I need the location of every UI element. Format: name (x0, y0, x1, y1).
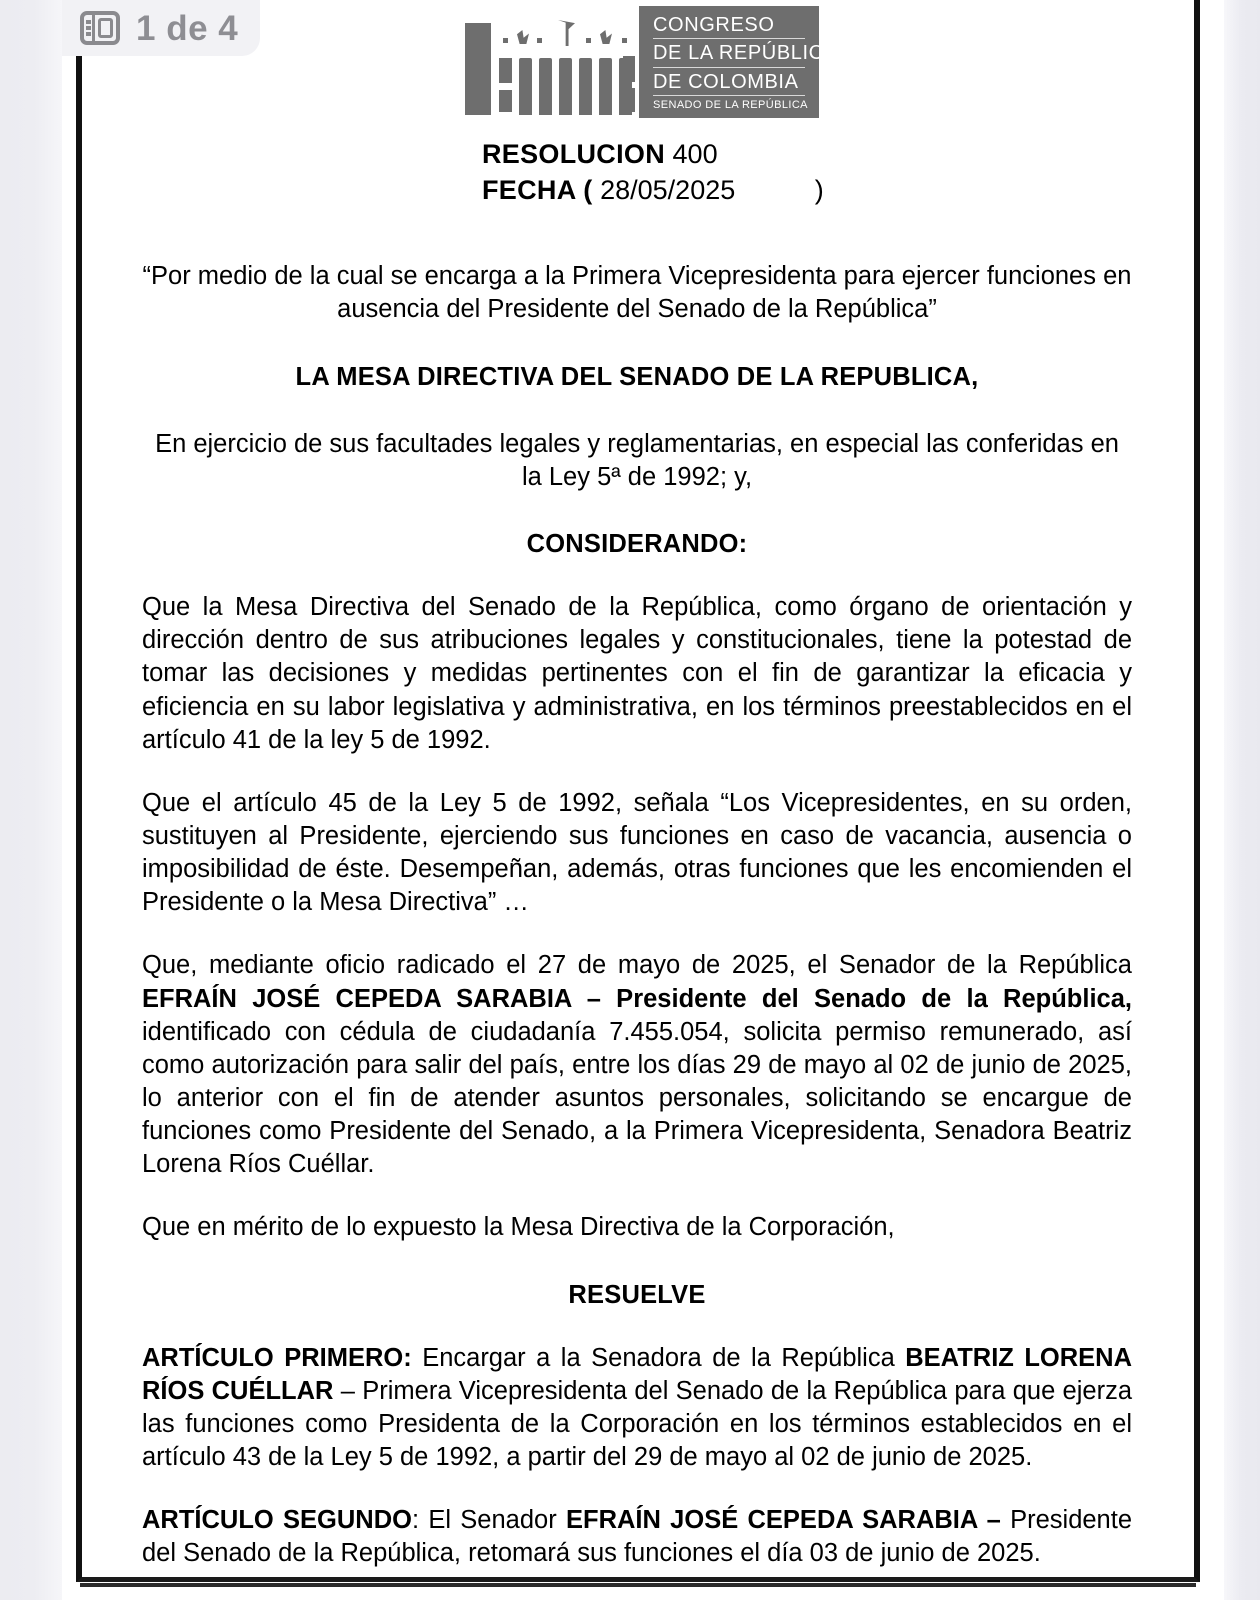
logo-block-c (623, 56, 635, 82)
articulo-primero-text-2: – Primera Vicepresidenta del Senado de la República para que ejerza las funciones como Presidenta de la Corporación en los términos establecidos en el artículo 43 de la Ley 5 de 1992, a partir del 29 de mayo al 02 de junio de 2025. (142, 1376, 1133, 1472)
articulo-primero (142, 1342, 1132, 1475)
logo-frieze-icon (503, 20, 633, 50)
p3-president-name: EFRAÍN JOSÉ CEPEDA SARABIA – Presidente del Senado de la República, (142, 984, 1132, 1013)
resolution-date-row (482, 172, 1194, 208)
p3-text-before: Que, mediante oficio radicado el 27 de mayo de 2025, el Senador de la República (142, 951, 1132, 980)
logo-wordmark (639, 6, 838, 118)
considerando-paragraph-2: Que el artículo 45 de la Ley 5 de 1992, señala “Los Vicepresidentes, en su orden, sustituyen al Presidente, ejerciendo sus funciones en caso de vacancia, ausencia o imposibilidad de éste. Desempeñan, además, otras funciones que les encomienden el Presidente o la Mesa Directiva” … (142, 788, 1132, 917)
logo-line-republica: DE LA REPÚBLICA (653, 42, 805, 67)
considerando-paragraph-3 (142, 949, 1132, 1181)
resuelve-heading: RESUELVE (568, 1280, 706, 1309)
logo-line-colombia: DE COLOMBIA (653, 71, 805, 96)
date-close-paren: ) (814, 175, 824, 206)
thumbnails-pane-icon[interactable] (80, 11, 120, 45)
resolution-body (82, 260, 1194, 1570)
articulo-segundo-label: ARTÍCULO SEGUNDO (142, 1506, 412, 1535)
considerando-heading: CONSIDERANDO: (526, 530, 748, 559)
articulo-segundo-text-1: : El Senador (411, 1506, 566, 1535)
page-indicator-label: 1 de 4 (136, 8, 239, 48)
legal-basis-paragraph: En ejercicio de sus facultades legales y reglamentarias, en especial las conferidas en la Ley 5ª de 1992; y, (155, 429, 1119, 491)
viewer-background-right (1224, 0, 1260, 1600)
resolution-number: 400 (672, 139, 718, 169)
page-indicator[interactable] (62, 0, 260, 56)
logo-block-d (623, 88, 635, 112)
articulo-segundo-name: EFRAÍN JOSÉ CEPEDA SARABIA – (565, 1506, 1001, 1535)
considerando-paragraph-4: Que en mérito de lo expuesto la Mesa Directiva de la Corporación, (142, 1213, 895, 1242)
capitol-building-icon (457, 6, 639, 118)
p3-text-after: identificado con cédula de ciudadanía 7.455.054, solicita permiso remunerado, así como autorización para salir del país, entre los días 29 de mayo al 02 de junio de 2025, lo anterior con el fin de atender asuntos personales, solicitando se encargue de funciones como Presidente del Senado, a la Primera Vicepresidenta, Senadora Beatriz Lorena Ríos Cuéllar. (142, 1017, 1132, 1179)
date-value: 28/05/2025 (600, 175, 736, 206)
articulo-segundo-text-2: Presidente del Senado de la República, retomará sus funciones el día 03 de junio de 2025. (142, 1506, 1133, 1568)
articulo-primero-label: ARTÍCULO PRIMERO: (142, 1343, 412, 1372)
articulo-primero-text-1: Encargar a la Senadora de la República (411, 1343, 906, 1372)
logo-left-pillar (465, 23, 491, 115)
articulo-primero-name: BEATRIZ LORENA RÍOS CUÉLLAR (142, 1343, 1132, 1405)
logo-line-congreso: CONGRESO (653, 14, 805, 39)
logo-block-a (499, 58, 512, 83)
issuing-body-heading: LA MESA DIRECTIVA DEL SENADO DE LA REPUBLICA, (295, 362, 979, 391)
resolution-number-row (482, 136, 1194, 172)
viewer-background-left (0, 0, 62, 1600)
articulo-segundo (142, 1504, 1132, 1570)
document-page (62, 0, 1224, 1600)
resolution-label: RESOLUCION (482, 139, 666, 169)
congress-logo (457, 6, 838, 118)
logo-line-senado: SENADO DE LA REPÚBLICA (653, 99, 808, 112)
document-page-border (76, 0, 1200, 1582)
logo-block-b (499, 90, 512, 112)
considerando-paragraph-1: Que la Mesa Directiva del Senado de la República, como órgano de orientación y dirección dentro de sus atribuciones legales y constitucionales, tiene la potestad de tomar las decisiones y medidas pertinentes con el fin de garantizar la eficacia y eficiencia en su labor legislativa y administrativa, en los términos preestablecidos en el artículo 41 de la ley 5 de 1992. (142, 593, 1132, 754)
resolution-header (82, 136, 1194, 208)
date-label: FECHA ( (482, 175, 593, 206)
document-content (82, 0, 1194, 1577)
resolution-title-quote: “Por medio de la cual se encarga a la Primera Vicepresidenta para ejercer funciones en ausencia del Presidente del Senado de la República” (142, 262, 1132, 324)
